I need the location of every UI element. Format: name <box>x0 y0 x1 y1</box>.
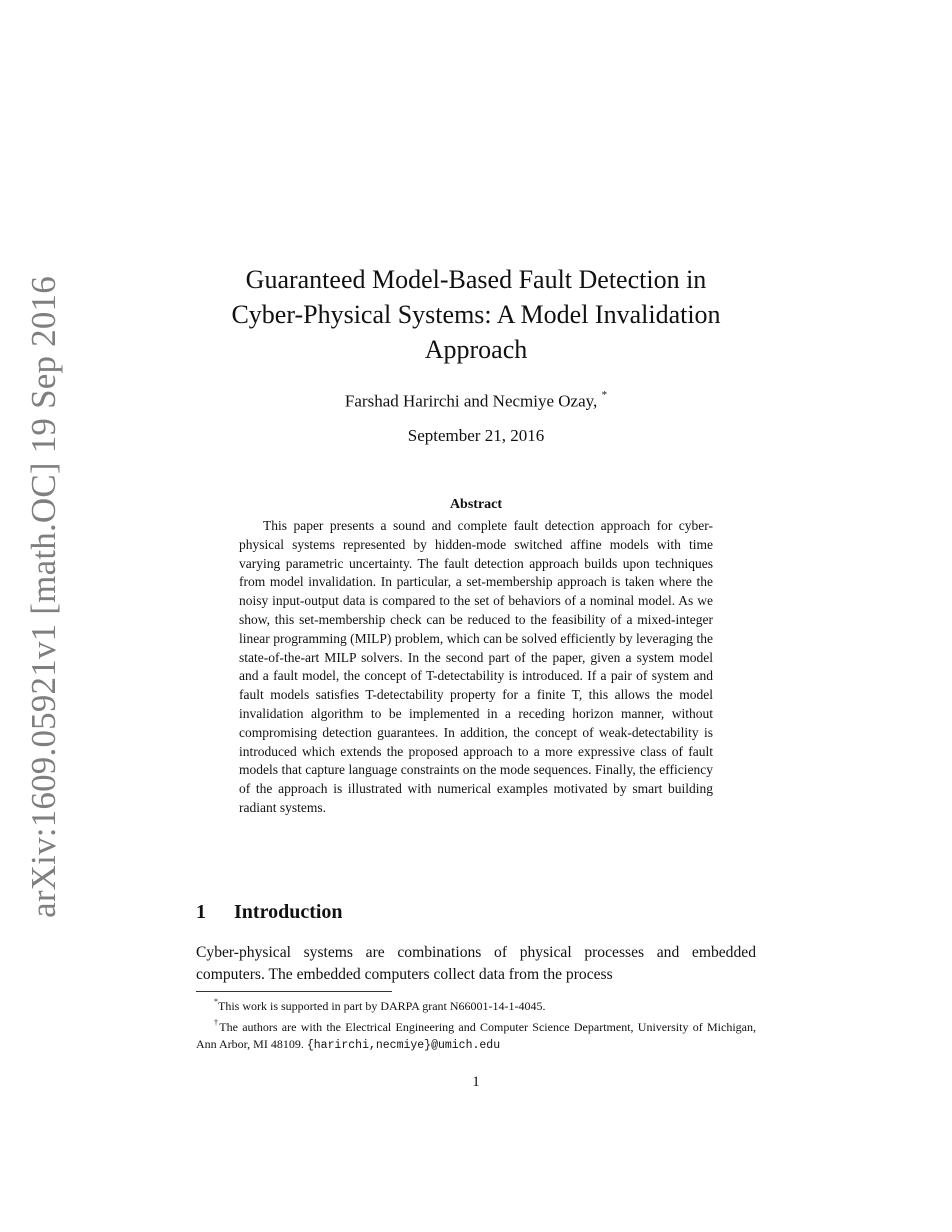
title-line: Guaranteed Model-Based Fault Detection in <box>245 265 707 294</box>
footnote-text: This work is supported in part by DARPA grant N66001-14-1-4045. <box>218 999 546 1013</box>
footnote-affiliation <box>196 1015 756 1054</box>
author-footnote-mark: * <box>601 389 608 401</box>
footnote-funding <box>196 994 756 1015</box>
footnote-mark: † <box>214 1018 220 1027</box>
title-line: Approach <box>424 335 528 364</box>
footnote-mark: * <box>214 997 218 1006</box>
page-number: 1 <box>472 1074 480 1090</box>
abstract-body: This paper presents a sound and complete fault detection approach for cyber-physical systems represented by hidden-mode switched affine models with time varying parametric uncertainty. The fault detection approach builds upon techniques from model invalidation. In particular, a set-membership approach is taken where the noisy input-output data is compared to the set of behaviors of a nominal model. As we show, this set-membership check can be reduced to the feasibility of a mixed-integer linear programming (MILP) problem, which can be solved efficiently by leveraging the state-of-the-art MILP solvers. In the second part of the paper, given a system model and a fault model, the concept of T-detectability is introduced. If a pair of system and fault models satisfies T-detectability property for a finite T, this allows the model invalidation algorithm to be implemented in a receding horizon manner, without compromising detection guarantees. In addition, the concept of weak-detectability is introduced which extends the proposed approach to a more expressive class of fault models that capture language constraints on the mode sequences. Finally, the efficiency of the approach is illustrated with numerical examples motivated by smart building radiant systems. <box>239 518 713 815</box>
section-heading <box>196 899 343 925</box>
section-number: 1 <box>196 901 206 923</box>
footnote-divider <box>196 991 392 992</box>
author-list <box>196 386 756 413</box>
publication-date: September 21, 2016 <box>407 426 545 445</box>
author-names: Farshad Harirchi and Necmiye Ozay, <box>344 391 598 411</box>
title-line: Cyber-Physical Systems: A Model Invalidation <box>231 300 721 329</box>
arxiv-identifier-stamp <box>8 276 80 918</box>
introduction-paragraph: Cyber-physical systems are combinations of physical processes and embedded computers. The embedded computers collect data from the process <box>196 944 756 983</box>
footnotes <box>196 994 756 1054</box>
section-title: Introduction <box>234 901 343 923</box>
arxiv-identifier-text: arXiv:1609.05921v1 [math.OC] 19 Sep 2016 <box>24 276 64 918</box>
paper-title <box>196 262 756 367</box>
abstract-heading: Abstract <box>449 497 503 512</box>
footnote-text: The authors are with the Electrical Engineering and Computer Science Department, University of Michigan, Ann Arbor, MI 48109. <box>196 1020 756 1051</box>
author-email: {harirchi,necmiye}@umich.edu <box>306 1039 501 1052</box>
